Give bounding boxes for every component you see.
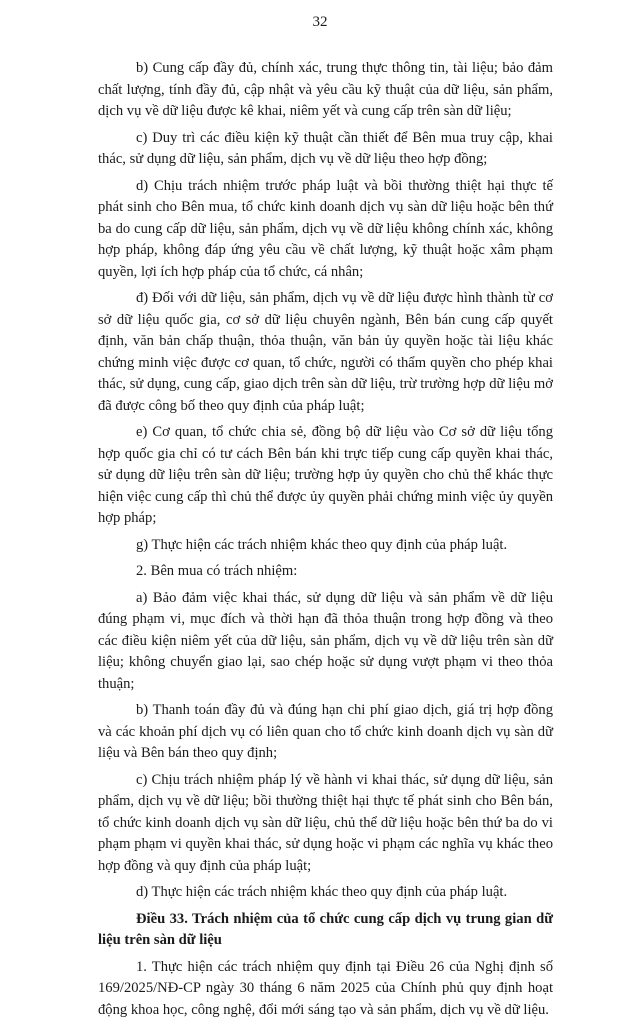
clause-b: b) Cung cấp đầy đủ, chính xác, trung thực thông tin, tài liệu; bảo đảm chất lượng, tính đầy đủ, cập nhật và yêu cầu kỹ thuật của dữ liệu, sản phẩm, dịch vụ về dữ liệu được kê khai, niêm yết và cung cấp trên sàn dữ liệu; [98, 60, 553, 119]
clause-2a: a) Bảo đảm việc khai thác, sử dụng dữ liệu và sản phẩm về dữ liệu đúng phạm vi, mục đích và thời hạn đã thỏa thuận trong hợp đồng và theo các điều kiện niêm yết của dữ liệu, sản phẩm, dịch vụ về dữ liệu trên sàn dữ liệu; không chuyển giao lại, sao chép hoặc sử dụng vượt phạm vi theo thỏa thuận; [98, 589, 553, 692]
clause-g: g) Thực hiện các trách nhiệm khác theo quy định của pháp luật. [136, 536, 508, 553]
clause-c: c) Duy trì các điều kiện kỹ thuật cần thiết để Bên mua truy cập, khai thác, sử dụng dữ liệu, sản phẩm, dịch vụ về dữ liệu theo hợp đồng; [98, 129, 553, 167]
clause-2c: c) Chịu trách nhiệm pháp lý về hành vi khai thác, sử dụng dữ liệu, sản phẩm, dịch vụ về dữ liệu; bồi thường thiệt hại thực tế phát sinh cho Bên bán, tổ chức kinh doanh dịch vụ sàn dữ liệu, chủ thể dữ liệu hoặc bên thứ ba do vi phạm phạm vi quyền khai thác, sử dụng hoặc vi phạm các nghĩa vụ khác theo hợp đồng và quy định của pháp luật; [98, 771, 553, 874]
document-body [98, 58, 553, 1026]
clause-2d: d) Thực hiện các trách nhiệm khác theo quy định của pháp luật. [136, 884, 508, 900]
page-number: 32 [312, 14, 328, 30]
clause-d: d) Chịu trách nhiệm trước pháp luật và bồi thường thiệt hại thực tế phát sinh cho Bên mua, tổ chức kinh doanh dịch vụ sàn dữ liệu hoặc bên thứ ba do cung cấp dữ liệu, sản phẩm, dịch vụ về dữ liệu không chính xác, không hợp pháp, không đáp ứng yêu cầu về chất lượng, kỹ thuật hoặc xâm phạm quyền, lợi ích hợp pháp của tổ chức, cá nhân; [98, 177, 553, 280]
clause-dd: đ) Đối với dữ liệu, sản phẩm, dịch vụ về dữ liệu được hình thành từ cơ sở dữ liệu quốc gia, cơ sở dữ liệu chuyên ngành, Bên bán cung cấp quyết định, văn bản chấp thuận, thỏa thuận, văn bản ủy quyền hoặc tài liệu khác chứng minh việc được cơ quan, tổ chức, người có thẩm quyền cho phép khai thác, sử dụng, cung cấp, giao dịch trên sàn dữ liệu, trừ trường hợp dữ liệu mở đã được công bố theo quy định của pháp luật; [98, 290, 553, 414]
article-33-clause-1: 1. Thực hiện các trách nhiệm quy định tại Điều 26 của Nghị định số 169/2025/NĐ-CP ngày 30 tháng 6 năm 2025 của Chính phủ quy định hoạt động khoa học, công nghệ, đổi mới sáng tạo và sản phẩm, dịch vụ về dữ liệu. [98, 958, 553, 1018]
clause-2b: b) Thanh toán đầy đủ và đúng hạn chi phí giao dịch, giá trị hợp đồng và các khoản phí dịch vụ có liên quan cho tổ chức kinh doanh dịch vụ sàn dữ liệu và Bên bán theo quy định; [98, 702, 553, 761]
section-2-intro: 2. Bên mua có trách nhiệm: [136, 563, 298, 579]
article-33-heading: Điều 33. Trách nhiệm của tổ chức cung cấp dịch vụ trung gian dữ liệu trên sàn dữ liệu [98, 910, 553, 948]
clause-e: e) Cơ quan, tổ chức chia sẻ, đồng bộ dữ liệu vào Cơ sở dữ liệu tổng hợp quốc gia chỉ có tư cách Bên bán khi trực tiếp cung cấp quyền khai thác, sử dụng dữ liệu trên sàn dữ liệu; trường hợp ủy quyền cho chủ thể khác thực hiện việc cung cấp thì chủ thể được ủy quyền phải chứng minh việc ủy quyền hợp pháp; [98, 424, 553, 526]
